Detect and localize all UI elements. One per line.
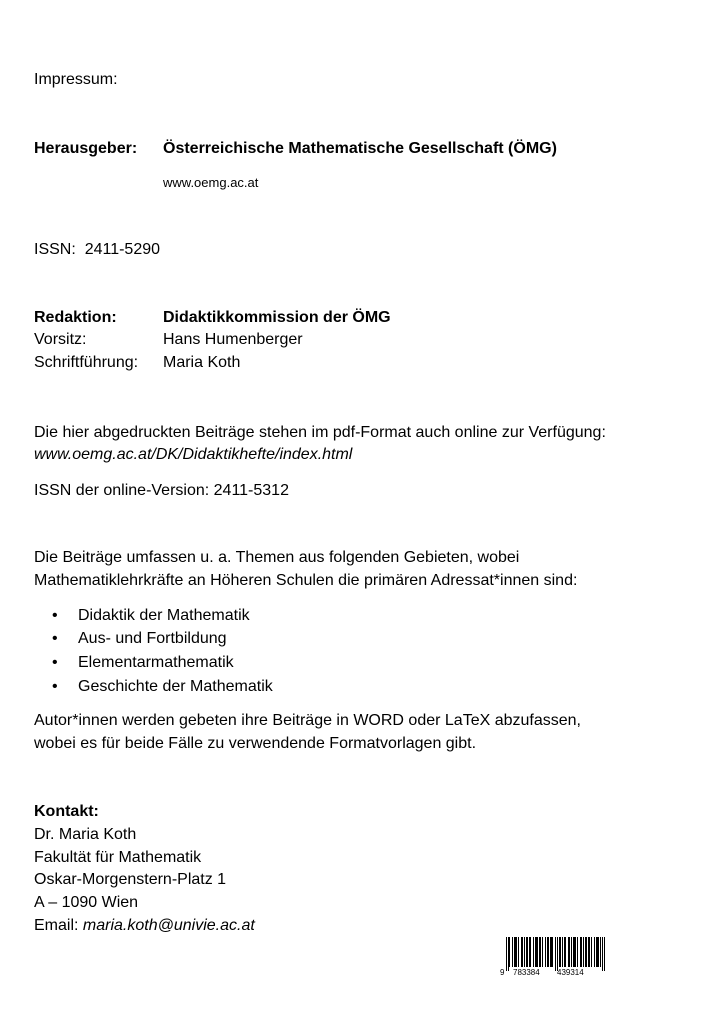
barcode-bar (568, 937, 569, 967)
barcode-bar (524, 937, 525, 967)
bullet-icon: • (52, 630, 58, 647)
bullet-icon: • (52, 678, 58, 695)
editorial-label: Redaktion: (34, 309, 117, 326)
barcode-bar (598, 937, 599, 967)
barcode-bar (557, 937, 558, 971)
barcode-bar (542, 937, 543, 967)
barcode-bar (521, 937, 522, 967)
barcode (500, 937, 606, 981)
barcode-bar (526, 937, 527, 967)
barcode-bar (602, 937, 603, 971)
barcode-bar (585, 937, 586, 967)
contact-email (34, 916, 255, 936)
barcode-bar (555, 937, 556, 971)
issn-value: 2411-5290 (84, 241, 161, 258)
barcode-bar (518, 937, 519, 967)
barcode-bar (565, 937, 566, 967)
barcode-bar (597, 937, 598, 967)
publisher-website: www.oemg.ac.at (163, 175, 259, 190)
barcode-bar (551, 937, 552, 967)
barcode-bar (594, 937, 595, 967)
barcode-bar (537, 937, 538, 967)
barcode-bar (600, 937, 601, 967)
barcode-bar (564, 937, 565, 967)
barcode-bar (515, 937, 516, 967)
barcode-bar (522, 937, 523, 967)
topic-item: Geschichte der Mathematik (78, 678, 273, 695)
barcode-bar (547, 937, 548, 967)
topic-item: Didaktik der Mathematik (78, 607, 250, 624)
email-label: Email: (34, 917, 79, 934)
barcode-bar (604, 937, 605, 971)
issn (34, 240, 160, 260)
barcode-bar (535, 937, 536, 967)
barcode-bar (552, 937, 553, 967)
contact-city: A – 1090 Wien (34, 894, 139, 911)
secretary-label: Schriftführung: (34, 354, 139, 371)
barcode-digit-first: 9 (500, 968, 505, 977)
impressum-heading: Impressum: (34, 71, 118, 88)
barcode-bar (533, 937, 534, 967)
contact-faculty: Fakultät für Mathematik (34, 849, 202, 866)
bullet-icon: • (52, 607, 58, 624)
barcode-bar (530, 937, 531, 967)
barcode-bar (571, 937, 572, 967)
contact-name: Dr. Maria Koth (34, 826, 137, 843)
barcode-bar (580, 937, 581, 967)
barcode-bar (569, 937, 570, 967)
chair-name: Hans Humenberger (163, 331, 303, 348)
editorial-name: Didaktikkommission der ÖMG (163, 309, 391, 326)
barcode-bar (560, 937, 561, 967)
barcode-bar (573, 937, 574, 967)
barcode-bar (583, 937, 584, 967)
barcode-bar (508, 937, 509, 971)
barcode-bar (589, 937, 590, 967)
barcode-bar (562, 937, 563, 967)
barcode-bar (596, 937, 597, 967)
secretary-name: Maria Koth (163, 354, 241, 371)
barcode-bar (581, 937, 582, 967)
barcode-group2: 439314 (557, 968, 584, 977)
barcode-group1: 783384 (513, 968, 540, 977)
barcode-bar (548, 937, 549, 967)
online-issn: ISSN der online-Version: 2411-5312 (34, 482, 289, 499)
barcode-bar (540, 937, 541, 967)
publisher-name: Österreichische Mathematische Gesellschaft (ÖMG) (163, 140, 557, 157)
topics-intro-line1: Die Beiträge umfassen u. a. Themen aus folgenden Gebieten, wobei (34, 549, 520, 566)
barcode-bar (559, 937, 560, 967)
chair-label: Vorsitz: (34, 331, 87, 348)
barcode-bar (509, 937, 510, 967)
barcode-bar (529, 937, 530, 967)
barcode-bar (575, 937, 576, 967)
barcode-bars (506, 937, 605, 971)
barcode-bar (574, 937, 575, 967)
authors-line1: Autor*innen werden gebeten ihre Beiträge in WORD oder LaTeX abzufassen, (34, 712, 581, 729)
barcode-bar (514, 937, 515, 967)
barcode-bar (550, 937, 551, 967)
barcode-bar (516, 937, 517, 967)
barcode-bar (577, 937, 578, 967)
online-text: Die hier abgedruckten Beiträge stehen im pdf-Format auch online zur Verfügung: (34, 424, 606, 441)
authors-line2: wobei es für beide Fälle zu verwendende Formatvorlagen gibt. (34, 735, 477, 752)
barcode-bar (586, 937, 587, 967)
barcode-bar (591, 937, 592, 967)
barcode-bar (536, 937, 537, 967)
online-url[interactable]: www.oemg.ac.at/DK/Didaktikhefte/index.html (34, 446, 353, 463)
publisher-label: Herausgeber: (34, 140, 138, 157)
issn-label: ISSN: (34, 241, 76, 258)
contact-heading: Kontakt: (34, 803, 99, 820)
barcode-bar (512, 937, 513, 967)
topics-intro-line2: Mathematiklehrkräfte an Höheren Schulen die primären Adressat*innen sind: (34, 572, 578, 589)
barcode-bar (539, 937, 540, 967)
contact-street: Oskar-Morgenstern-Platz 1 (34, 871, 227, 888)
barcode-bar (588, 937, 589, 967)
topic-item: Aus- und Fortbildung (78, 630, 227, 647)
topic-item: Elementarmathematik (78, 654, 234, 671)
email-link[interactable]: maria.koth@univie.ac.at (82, 917, 255, 934)
barcode-bar (527, 937, 528, 967)
bullet-icon: • (52, 654, 58, 671)
barcode-bar (506, 937, 507, 971)
barcode-bar (545, 937, 546, 967)
